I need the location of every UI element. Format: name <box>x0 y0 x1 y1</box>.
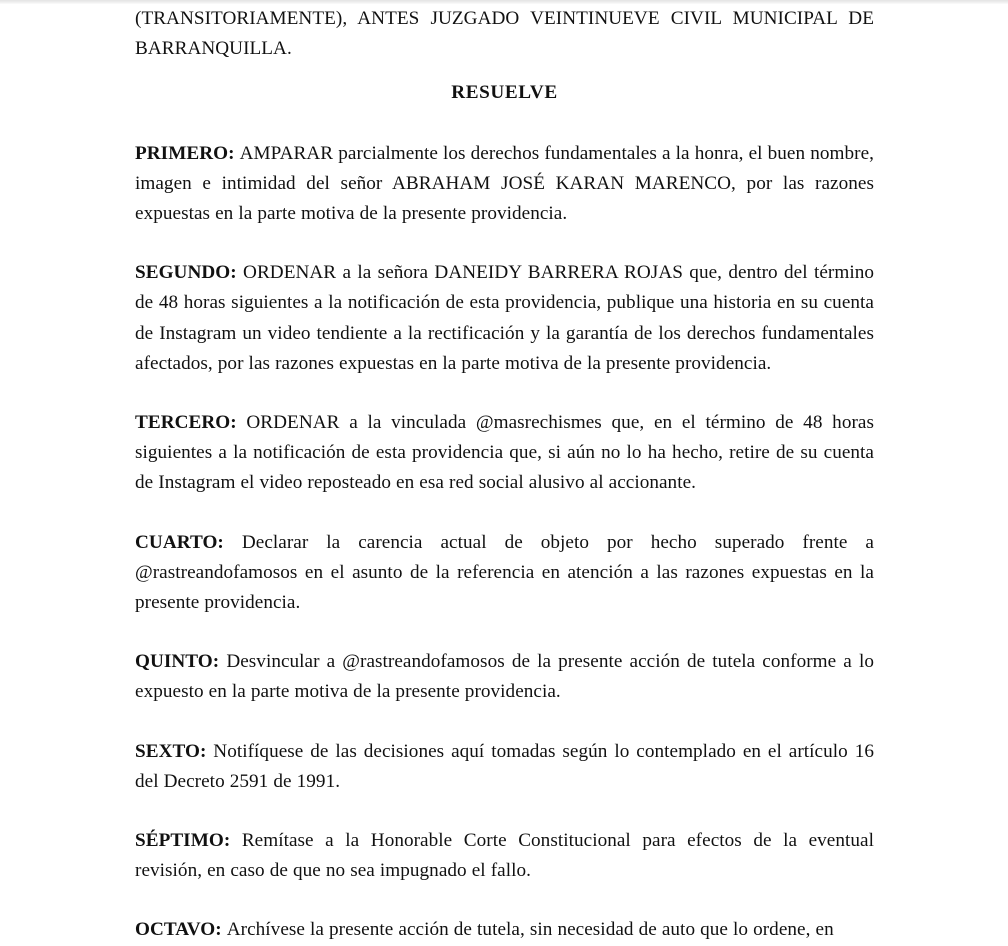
section-sexto-text: Notifíquese de las decisiones aquí tomadas según lo contemplado en el artículo 16 del Decreto 2591 de 1991. <box>135 740 874 792</box>
section-quinto-label: QUINTO: <box>135 651 227 673</box>
document-body <box>135 4 874 946</box>
spacer <box>135 886 874 915</box>
section-tercero-label: TERCERO: <box>135 412 247 434</box>
section-quinto-text: Desvincular a @rastreandofamosos de la presente acción de tutela conforme a lo expuesto en la parte motiva de la presente providencia. <box>135 651 874 703</box>
spacer <box>135 229 874 258</box>
header-continuation-text: (TRANSITORIAMENTE), ANTES JUZGADO VEINTINUEVE CIVIL MUNICIPAL DE BARRANQUILLA. <box>135 8 874 60</box>
resuelve-heading-container <box>135 78 874 108</box>
spacer <box>135 379 874 408</box>
section-segundo-label: SEGUNDO: <box>135 262 244 284</box>
section-octavo-label: OCTAVO: <box>135 919 227 941</box>
resuelve-heading: RESUELVE <box>451 82 558 104</box>
spacer <box>135 797 874 826</box>
section-tercero-text: ORDENAR a la vinculada @masrechismes que, en el término de 48 horas siguientes a la notificación de esta providencia que, si aún no lo ha hecho, retire de su cuenta de Instagram el video reposteado en esa red social alusivo al accionante. <box>135 412 874 494</box>
section-segundo-text: ORDENAR a la señora DANEIDY BARRERA ROJAS que, dentro del término de 48 horas siguientes a la notificación de esta providencia, publique una historia en su cuenta de Instagram un video tendiente a la rectificación y la garantía de los derechos fundamentales afectados, por las razones expuestas en la parte motiva de la presente providencia. <box>135 262 874 374</box>
section-cuarto-label: CUARTO: <box>135 531 242 553</box>
section-sexto-label: SEXTO: <box>135 740 214 762</box>
section-octavo <box>135 915 874 945</box>
section-primero-text: AMPARAR parcialmente los derechos fundamentales a la honra, el buen nombre, imagen e intimidad del señor ABRAHAM JOSÉ KARAN MARENCO, por las razones expuestas en la parte motiva de la presente providencia. <box>135 142 875 225</box>
section-septimo-label: SÉPTIMO: <box>135 830 242 852</box>
section-sexto <box>135 737 874 797</box>
spacer <box>135 618 874 647</box>
section-cuarto <box>135 528 874 619</box>
section-quinto <box>135 647 874 707</box>
section-segundo <box>135 258 874 379</box>
section-octavo-text: Archívese la presente acción de tutela, sin necesidad de auto que lo ordene, en <box>226 919 834 941</box>
section-cuarto-text: Declarar la carencia actual de objeto por hecho superado frente a @rastreandofamosos en el asunto de la referencia en atención a las razones expuestas en la presente providencia. <box>135 531 874 614</box>
section-septimo <box>135 826 874 886</box>
section-primero <box>135 139 874 230</box>
section-tercero <box>135 408 874 499</box>
section-primero-label: PRIMERO: <box>135 142 240 164</box>
section-septimo-text: Remítase a la Honorable Corte Constitucional para efectos de la eventual revisión, en caso de que no sea impugnado el fallo. <box>135 830 874 882</box>
section-octavo-clipped-container <box>135 915 874 945</box>
spacer <box>135 499 874 528</box>
spacer <box>135 109 874 139</box>
spacer <box>135 708 874 737</box>
